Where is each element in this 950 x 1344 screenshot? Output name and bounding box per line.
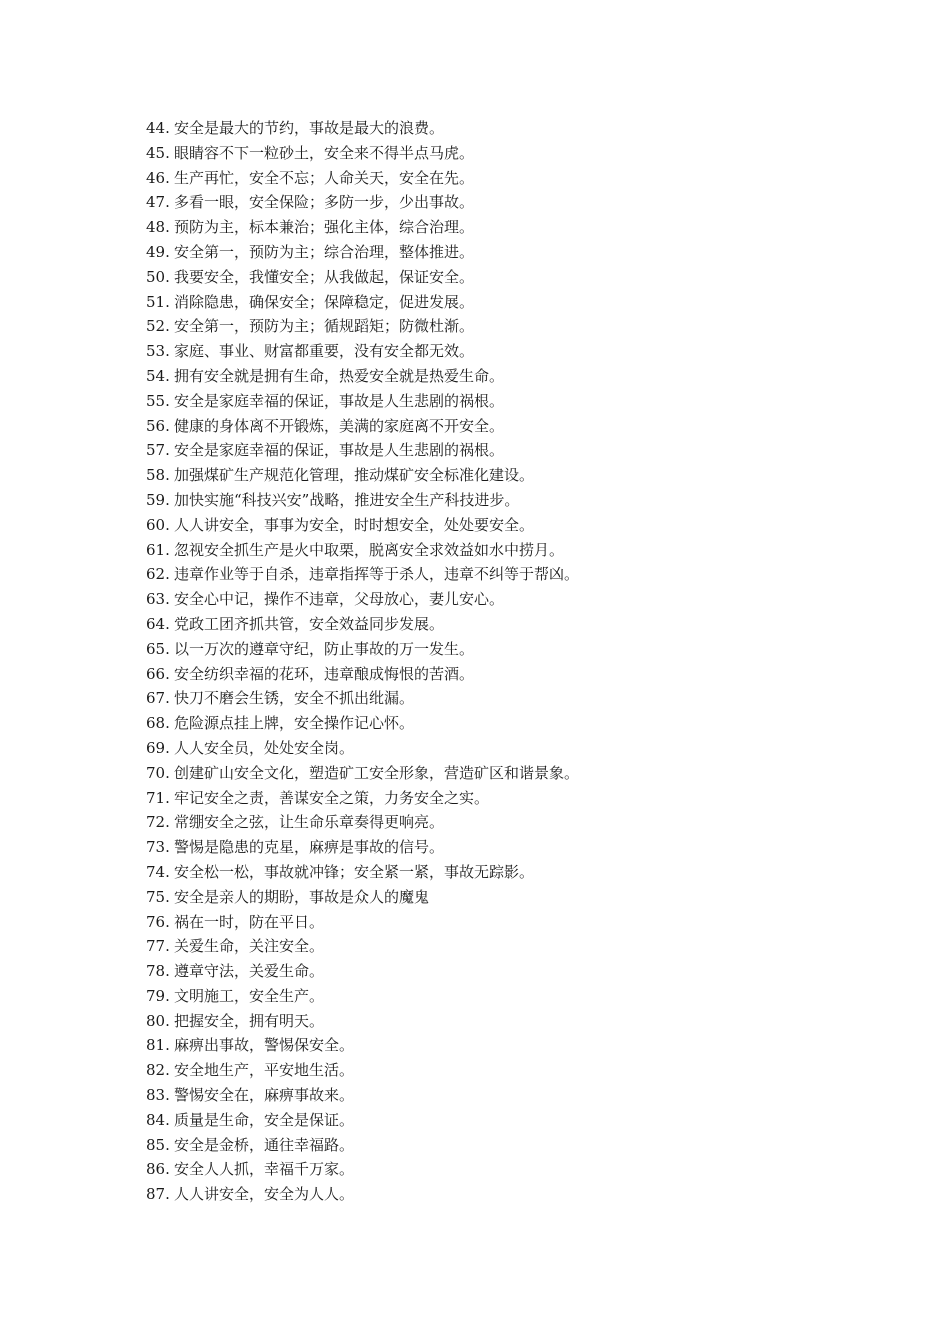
item-number: 87. (146, 1185, 170, 1204)
item-number: 46. (146, 168, 170, 187)
list-item (146, 364, 579, 389)
item-text: 质量是生命，安全是保证。 (174, 1110, 355, 1129)
item-text: 人人安全员，处处安全岗。 (174, 738, 355, 757)
item-text: 安全地生产，平安地生活。 (174, 1061, 355, 1080)
list-item (146, 141, 579, 166)
list-item (146, 934, 579, 959)
item-text: 警惕安全在，麻痹事故来。 (174, 1086, 355, 1105)
item-number: 54. (146, 366, 170, 385)
list-item (146, 761, 579, 786)
item-text: 安全人人抓，幸福千万家。 (174, 1160, 355, 1179)
item-number: 48. (146, 218, 170, 237)
item-number: 56. (146, 416, 170, 435)
list-item (146, 910, 579, 935)
item-text: 加快实施“科技兴安”战略，推进安全生产科技进步。 (174, 490, 520, 509)
item-text: 眼睛容不下一粒砂土，安全来不得半点马虎。 (174, 143, 475, 162)
item-number: 77. (146, 937, 170, 956)
item-text: 文明施工，安全生产。 (174, 986, 325, 1005)
item-text: 安全是家庭幸福的保证，事故是人生悲剧的祸根。 (174, 441, 505, 460)
item-text: 我要安全，我懂安全；从我做起，保证安全。 (174, 267, 475, 286)
item-number: 86. (146, 1160, 170, 1179)
item-text: 安全是最大的节约，事故是最大的浪费。 (174, 119, 445, 137)
list-item (146, 215, 579, 240)
item-text: 祸在一时，防在平日。 (174, 912, 325, 931)
item-text: 常绷安全之弦，让生命乐章奏得更响亮。 (174, 813, 445, 832)
item-text: 健康的身体离不开锻炼，美满的家庭离不开安全。 (174, 416, 505, 435)
item-text: 党政工团齐抓共管，安全效益同步发展。 (174, 614, 445, 633)
list-item (146, 1033, 579, 1058)
item-number: 71. (146, 788, 170, 807)
list-item (146, 736, 579, 761)
list-item (146, 190, 579, 215)
list-item (146, 587, 579, 612)
list-item (146, 438, 579, 463)
item-text: 创建矿山安全文化，塑造矿工安全形象，营造矿区和谐景象。 (174, 763, 580, 782)
item-number: 51. (146, 292, 170, 311)
list-item (146, 488, 579, 513)
list-item (146, 538, 579, 563)
item-number: 69. (146, 738, 170, 757)
list-item (146, 885, 579, 910)
list-item (146, 339, 579, 364)
item-number: 50. (146, 267, 170, 286)
item-number: 53. (146, 342, 170, 361)
item-text: 安全纺织幸福的花环，违章酿成悔恨的苦酒。 (174, 664, 475, 683)
list-item (146, 1009, 579, 1034)
item-number: 70. (146, 763, 170, 782)
list-item (146, 562, 579, 587)
list-item (146, 686, 579, 711)
item-number: 55. (146, 391, 170, 410)
list-item (146, 265, 579, 290)
item-number: 66. (146, 664, 170, 683)
item-number: 59. (146, 490, 170, 509)
item-text: 遵章守法，关爱生命。 (174, 962, 325, 981)
item-number: 72. (146, 813, 170, 832)
item-number: 47. (146, 193, 170, 212)
list-item (146, 463, 579, 488)
list-item (146, 314, 579, 339)
item-text: 家庭、事业、财富都重要，没有安全都无效。 (174, 342, 475, 361)
item-number: 75. (146, 887, 170, 906)
item-text: 人人讲安全，安全为人人。 (174, 1185, 355, 1204)
list-item (146, 389, 579, 414)
item-text: 安全是家庭幸福的保证，事故是人生悲剧的祸根。 (174, 391, 505, 410)
item-text: 快刀不磨会生锈，安全不抓出纰漏。 (174, 689, 415, 708)
list-item (146, 1083, 579, 1108)
item-text: 忽视安全抓生产是火中取栗，脱离安全求效益如水中捞月。 (174, 540, 565, 559)
item-text: 安全是亲人的期盼，事故是众人的魔鬼 (174, 887, 430, 906)
item-text: 牢记安全之责，善谋安全之策，力务安全之实。 (174, 788, 490, 807)
item-number: 82. (146, 1061, 170, 1080)
item-number: 63. (146, 590, 170, 609)
item-text: 预防为主，标本兼治；强化主体，综合治理。 (174, 218, 475, 237)
item-number: 60. (146, 515, 170, 534)
item-number: 44. (146, 119, 170, 137)
item-number: 65. (146, 639, 170, 658)
list-item (146, 1157, 579, 1182)
item-text: 加强煤矿生产规范化管理，推动煤矿安全标准化建设。 (174, 466, 535, 485)
item-number: 76. (146, 912, 170, 931)
item-number: 80. (146, 1011, 170, 1030)
item-number: 61. (146, 540, 170, 559)
item-text: 安全第一，预防为主；循规蹈矩；防微杜渐。 (174, 317, 475, 336)
list-item (146, 513, 579, 538)
item-text: 警惕是隐患的克星，麻痹是事故的信号。 (174, 838, 445, 857)
list-item (146, 711, 579, 736)
item-text: 人人讲安全，事事为安全，时时想安全，处处要安全。 (174, 515, 535, 534)
item-text: 危险源点挂上牌，安全操作记心怀。 (174, 714, 415, 733)
list-item (146, 240, 579, 265)
list-item (146, 959, 579, 984)
list-item (146, 290, 579, 315)
list-item (146, 810, 579, 835)
item-number: 58. (146, 466, 170, 485)
list-item (146, 116, 579, 141)
item-number: 49. (146, 242, 170, 261)
item-number: 64. (146, 614, 170, 633)
item-text: 安全第一，预防为主；综合治理，整体推进。 (174, 242, 475, 261)
list-item (146, 1058, 579, 1083)
list-item (146, 1182, 579, 1207)
item-number: 83. (146, 1086, 170, 1105)
item-number: 81. (146, 1036, 170, 1055)
item-text: 以一万次的遵章守纪，防止事故的万一发生。 (174, 639, 475, 658)
list-item (146, 1108, 579, 1133)
item-text: 拥有安全就是拥有生命，热爱安全就是热爱生命。 (174, 366, 505, 385)
item-text: 安全松一松，事故就冲锋；安全紧一紧，事故无踪影。 (174, 862, 535, 881)
list-item (146, 1133, 579, 1158)
item-text: 消除隐患，确保安全；保障稳定，促进发展。 (174, 292, 475, 311)
item-number: 79. (146, 986, 170, 1005)
item-number: 52. (146, 317, 170, 336)
list-item (146, 662, 579, 687)
list-item (146, 984, 579, 1009)
item-number: 74. (146, 862, 170, 881)
slogan-list (146, 116, 579, 1207)
item-number: 84. (146, 1110, 170, 1129)
item-text: 把握安全，拥有明天。 (174, 1011, 325, 1030)
item-number: 68. (146, 714, 170, 733)
item-number: 57. (146, 441, 170, 460)
item-number: 67. (146, 689, 170, 708)
item-text: 多看一眼，安全保险；多防一步，少出事故。 (174, 193, 475, 212)
item-text: 违章作业等于自杀，违章指挥等于杀人，违章不纠等于帮凶。 (174, 565, 580, 584)
item-number: 73. (146, 838, 170, 857)
list-item (146, 414, 579, 439)
item-number: 45. (146, 143, 170, 162)
item-text: 安全是金桥，通往幸福路。 (174, 1135, 355, 1154)
list-item (146, 835, 579, 860)
item-text: 安全心中记，操作不违章，父母放心，妻儿安心。 (174, 590, 505, 609)
item-number: 85. (146, 1135, 170, 1154)
list-item (146, 786, 579, 811)
list-item (146, 166, 579, 191)
item-text: 关爱生命，关注安全。 (174, 937, 325, 956)
item-text: 麻痹出事故，警惕保安全。 (174, 1036, 355, 1055)
item-number: 78. (146, 962, 170, 981)
list-item (146, 860, 579, 885)
list-item (146, 637, 579, 662)
list-item (146, 612, 579, 637)
item-number: 62. (146, 565, 170, 584)
item-text: 生产再忙，安全不忘；人命关天，安全在先。 (174, 168, 475, 187)
